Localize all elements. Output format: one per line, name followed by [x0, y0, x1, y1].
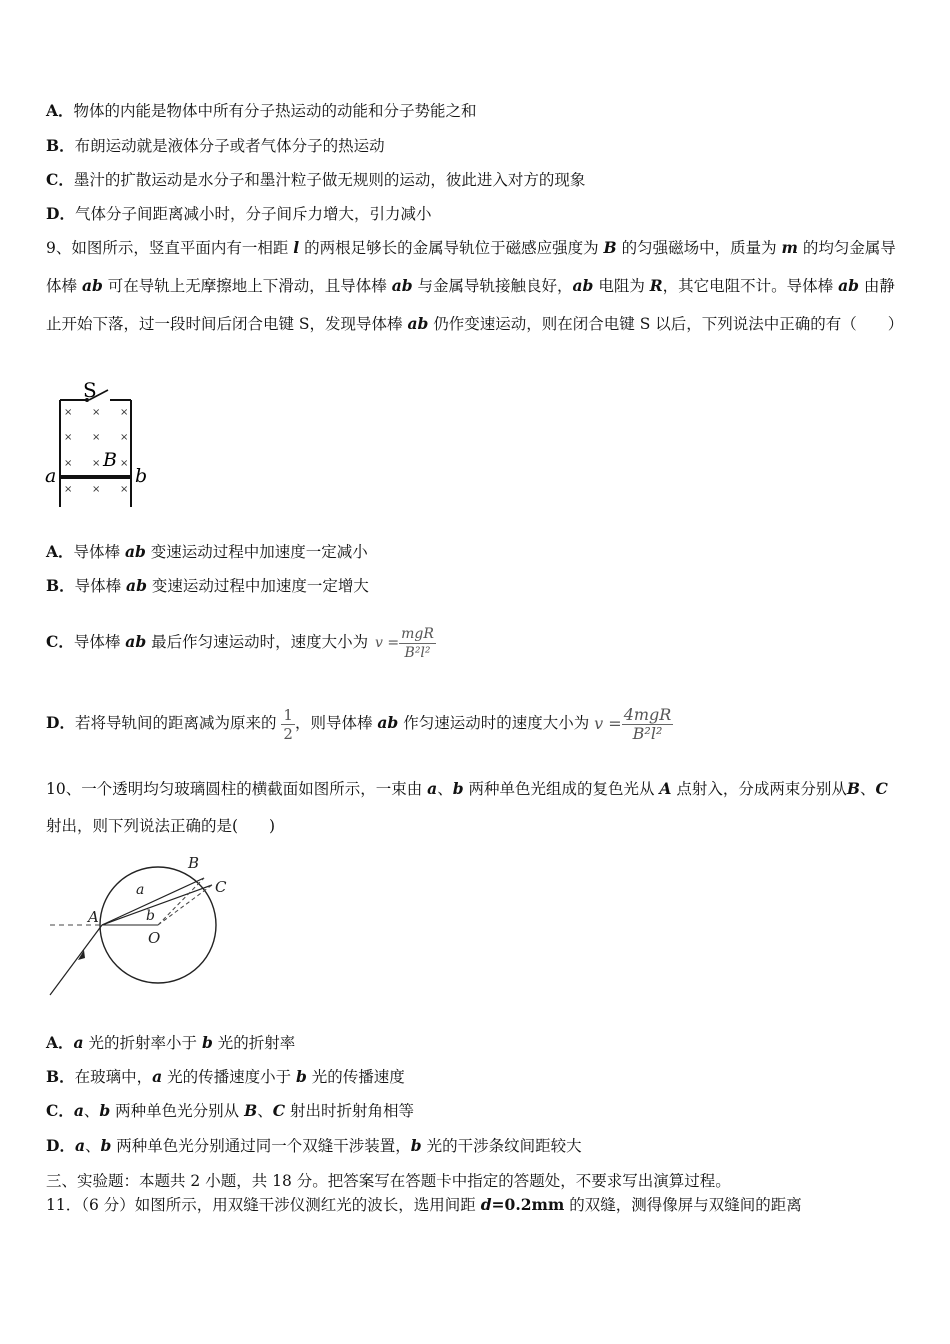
q9-option-d: D．若将导轨间的距离减为原来的 $\frac{1}{2}$ ，则导体棒 ab 作匀速运动时的速度大小为 v = $\frac{\text{4mgR}}{\text{B²l²}}$ — [46, 699, 673, 748]
section-3-heading: 三、实验题：本题共 2 小题，共 18 分。把答案写在答题卡中指定的答题处，不要求写出演算过程。 — [46, 1172, 731, 1190]
half-fraction: $\frac{1}{2}$ — [283, 705, 293, 743]
ray-b-label: b — [146, 908, 155, 924]
field-cross: × — [64, 432, 73, 443]
field-cross: × — [92, 484, 101, 495]
q11-stem: 11．（6 分）如图所示，用双缝干涉仪测红光的波长，选用间距 d=0.2mm 的双缝，测得像屏与双缝间的距离 — [46, 1195, 802, 1214]
field-cross: × — [92, 407, 101, 418]
q8-option-a: A．物体的内能是物体中所有分子热运动的动能和分子势能之和 — [46, 101, 477, 120]
field-cross: × — [120, 407, 129, 418]
q10-option-d: D．a、b 两种单色光分别通过同一个双缝干涉装置，b 光的干涉条纹间距较大 — [46, 1136, 582, 1155]
q10-option-b: B．在玻璃中，a 光的传播速度小于 b 光的传播速度 — [46, 1067, 405, 1086]
field-cross: × — [120, 432, 129, 443]
rod-end-a: a — [45, 465, 57, 487]
q10-option-c: C．a、b 两种单色光分别从 B、C 射出时折射角相等 — [46, 1101, 415, 1120]
q10-option-a: A．a 光的折射率小于 b 光的折射率 — [46, 1033, 296, 1052]
q9-option-a: A．导体棒 ab 变速运动过程中加速度一定减小 — [46, 542, 368, 561]
field-cross: × — [64, 458, 73, 469]
q9-rail-figure — [40, 375, 160, 510]
field-cross: × — [92, 432, 101, 443]
field-cross: × — [92, 458, 101, 469]
field-cross: × — [64, 484, 73, 495]
q9-stem: 9、如图所示，竖直平面内有一相距 l 的两根足够长的金属导轨位于磁感应强度为 B 的匀强磁场中，质量为 m 的均匀金属导体棒 ab 可在导轨上无摩擦地上下滑动，且导体棒 ab 与金属导轨接触良好，ab 电阻为 R，其它电阻不计。导体棒 ab 由静止开始下落，过一段时间后闭合电键 S，发现导体棒 ab 仍作变速运动，则在闭合电键 S 以后，下列说法中正确的有（ ） — [46, 238, 904, 333]
ray-a-label: a — [136, 882, 145, 898]
point-a-label: A — [88, 908, 99, 926]
field-cross: × — [120, 458, 129, 469]
rod-end-b: b — [135, 465, 148, 487]
q10-stem: 10、一个透明均匀玻璃圆柱的横截面如图所示，一束由 a、b 两种单色光组成的复色光从 A 点射入，分成两束分别从B、C 射出，则下列说法正确的是( ) — [46, 779, 888, 835]
q9-option-b: B．导体棒 ab 变速运动过程中加速度一定增大 — [46, 576, 369, 595]
q9-c-formula: v = $\frac{\text{mgR}}{\text{B²l²}}$ — [375, 625, 434, 661]
q8-option-c: C．墨汁的扩散运动是水分子和墨汁粒子做无规则的运动，彼此进入对方的现象 — [46, 170, 586, 189]
center-o-label: O — [148, 929, 161, 947]
q8-option-d: D．气体分子间距离减小时，分子间斥力增大，引力减小 — [46, 204, 432, 223]
point-c-label: C — [215, 878, 227, 896]
field-label: B — [103, 449, 117, 471]
q8-option-b: B．布朗运动就是液体分子或者气体分子的热运动 — [46, 136, 385, 155]
q9-d-formula: v = $\frac{\text{4mgR}}{\text{B²l²}}$ — [594, 704, 672, 743]
point-b-label: B — [188, 854, 200, 872]
q10-cylinder-figure — [40, 850, 240, 1005]
field-cross: × — [120, 484, 129, 495]
switch-label: S — [83, 378, 97, 402]
q9-option-c: C．导体棒 ab 最后作匀速运动时，速度大小为 v = $\frac{\text{mgR}}{\text{B²l²}}$ — [46, 622, 436, 663]
field-cross: × — [64, 407, 73, 418]
